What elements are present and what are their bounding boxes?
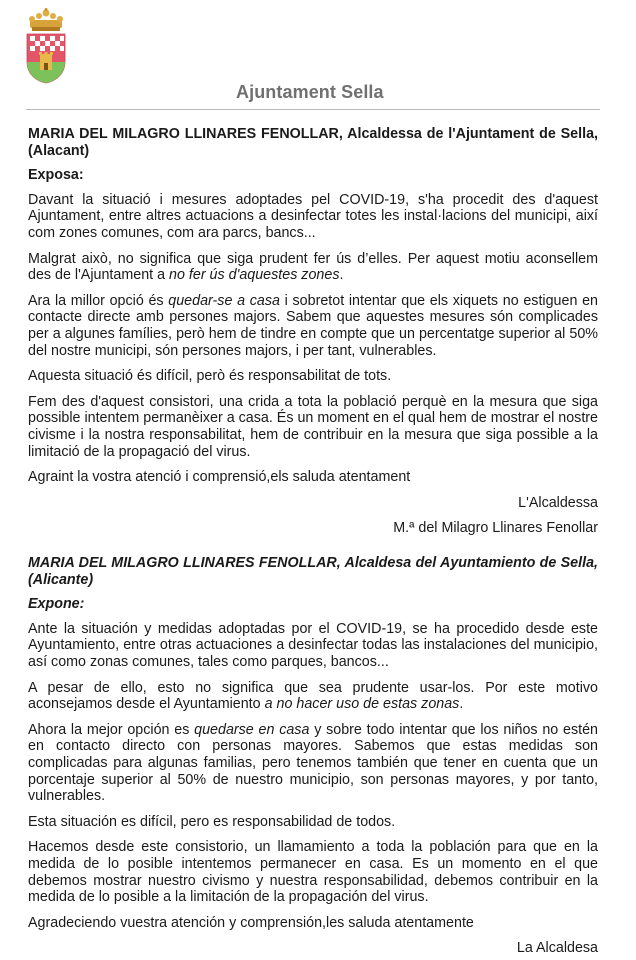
spanish-p2-emphasis: a no hacer uso de estas zonas — [264, 696, 460, 713]
valencian-heading: MARIA DEL MILAGRO LLINARES FENOLLAR, Alcaldessa de l'Ajuntament de Sella, (Alacant) — [28, 126, 598, 159]
spanish-p3-emphasis: quedarse en casa — [194, 721, 310, 738]
spanish-p3-text: Ahora la mejor opción es — [28, 721, 195, 738]
coat-of-arms-icon — [24, 8, 68, 84]
valencian-paragraph-3 — [28, 293, 598, 359]
header-divider — [26, 109, 600, 110]
spanish-p2-text: A pesar de ello, esto no significa que sea prudente usar-los. Por este motivo aconsejamos desde el Ayuntamiento — [28, 679, 598, 713]
valencian-p3-end: i sobretot intentar que els xiquets no estiguen en contacte directe amb persones majors. Sabem que aquestes mesures són complicades per a algunes famílies, però hem de tindre en compte que un percentatge superior al 50% del nostre municipi, són persones majors, i per tant, vulnerables. — [28, 292, 599, 359]
valencian-closing: Agraint la vostra atenció i comprensió,els saluda atentament — [28, 469, 411, 486]
spanish-subheading: Expone: — [28, 596, 85, 613]
header-title: Ajuntament Sella — [236, 82, 384, 102]
valencian-paragraph-1: Davant la situació i mesures adoptades pel COVID-19, s'ha procedit des d'aquest Ajuntament, entre altres actuacions a desinfectar totes les instal·lacions del municipi, així com zones comunes, com ara parcs, bancs... — [28, 191, 598, 241]
crown-icon — [29, 8, 63, 31]
spanish-signoff-title: La Alcaldesa — [516, 940, 598, 957]
spanish-paragraph-2 — [28, 680, 598, 713]
valencian-subheading: Exposa: — [28, 167, 84, 184]
spanish-paragraph-1: Ante la situación y medidas adoptadas por el COVID-19, se ha procedido desde este Ayuntamiento, entre otras actuaciones a desinfectar todas las instalaciones del municipio, así como zonas comunes, tales como parques, bancos... — [28, 620, 598, 670]
spanish-paragraph-5: Hacemos desde este consistorio, un llamamiento a toda la población para que en la medida de lo posible intentemos permanecer en casa. Es un momento en el que debemos mostrar nuestro civismo y nuestra responsabilidad, debemos contribuir en la medida de lo posible a la limitación de la propagación del virus. — [28, 839, 598, 906]
valencian-p2-text: Malgrat això, no significa que siga prudent fer ús d’elles. Per aquest motiu aconsellem des de l'Ajuntament a — [28, 250, 598, 284]
valencian-signoff-title: L'Alcaldessa — [518, 494, 598, 511]
spanish-p3-end: y sobre todo intentar que los niños no estén en contacto directo con personas mayores. Sabemos que estas medidas son complicadas para algunas familias, pero tenemos también que tener en cuenta que un porcentaje superior al 50% de nuestro municipio, son personas mayores, y por tanto, vulnerables. — [28, 721, 599, 805]
valencian-p3-emphasis: quedar-se a casa — [168, 292, 280, 309]
valencian-notice — [28, 126, 598, 546]
spanish-paragraph-4: Esta situación es difícil, pero es responsabilidad de todos. — [28, 813, 396, 830]
valencian-p2-end: . — [339, 267, 344, 284]
valencian-p3-text: Ara la millor opció és — [28, 292, 169, 309]
valencian-paragraph-2 — [28, 251, 598, 284]
shield-icon — [27, 34, 65, 83]
spanish-notice — [28, 555, 598, 960]
valencian-paragraph-4: Aquesta situació és difícil, però és responsabilitat de tots. — [28, 368, 392, 385]
valencian-signoff-name: M.ª del Milagro Llinares Fenollar — [393, 520, 598, 537]
valencian-paragraph-5: Fem des d'aquest consistori, una crida a tota la població perquè en la mesura que siga possible intentem permanèixer a casa. És un moment en el qual hem de mostrar el nostre civisme i la nostra responsabilitat, hem de contribuir en la mesura que siga possible a la limitació de la propagació del virus. — [28, 393, 598, 460]
spanish-heading: MARIA DEL MILAGRO LLINARES FENOLLAR, Alcaldesa del Ayuntamiento de Sella, (Alicante) — [28, 555, 598, 588]
spanish-p2-end: . — [459, 696, 464, 713]
spanish-closing: Agradeciendo vuestra atención y comprensión,les saluda atentamente — [28, 914, 474, 931]
valencian-p2-emphasis: no fer ús d'aquestes zones — [169, 267, 340, 284]
spanish-paragraph-3 — [28, 722, 598, 805]
